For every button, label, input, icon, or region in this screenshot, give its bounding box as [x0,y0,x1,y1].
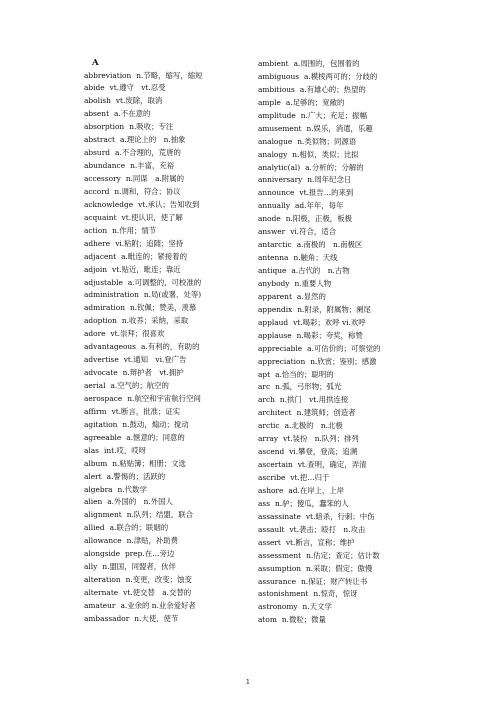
vocab-word: alongside [84,549,120,559]
vocab-definition: a.空气的；航空的 [110,381,169,390]
vocab-definition: n.喝彩；夸奖，称赞 [296,330,363,340]
vocab-definition: vt.断言，宣称；维护 [285,537,355,547]
vocab-entry [258,511,428,524]
vocab-definition: vt.通知 vi.登广告 [123,355,187,365]
vocab-definition: n.阳极，正极，板极 [285,214,352,224]
vocab-entry [258,239,428,252]
vocab-definition: n.丰富，充裕 [130,161,175,171]
vocab-definition: a.周围的，包围着的 [293,59,360,68]
vocab-word: acknowledge [84,199,134,209]
vocab-entry [258,97,428,110]
vocab-word: ambassador [84,613,130,623]
vocab-word: antenna [258,253,289,263]
vocab-word: adjustable [84,277,123,287]
vocab-definition: a.理论上的 n.抽象 [119,135,186,145]
vocab-definition: n.航空和宇宙航行空间 [127,393,201,403]
vocab-entry [258,174,428,187]
page-number: 1 [245,678,251,686]
vocab-definition: n.节略，缩写，缩短 [136,70,203,80]
vocab-definition: n.估定；查定；估计数 [306,550,380,560]
vocab-entry [84,186,254,199]
vocab-entry [258,58,428,71]
vocab-entry [258,200,428,213]
vocab-entry [258,343,428,356]
vocab-word: anode [258,214,281,224]
vocab-word: adore [84,329,106,339]
vocab-entry [84,134,254,147]
vocab-entry [84,587,254,600]
vocab-word: ally [84,562,98,572]
vocab-definition: vt.废除，取消 [115,96,163,106]
vocab-entry [84,496,254,509]
vocab-definition: n.天文学 [302,602,332,612]
vocab-word: advantageous [84,342,136,352]
vocab-definition: n.驴；傻瓜，蠢笨的人 [275,498,349,508]
vocab-entry [84,121,254,134]
vocab-entry [84,328,254,341]
vocab-definition: n.重要人物 [294,278,332,288]
vocab-definition: n.辩护者 vt.拥护 [122,368,184,378]
vocab-word: applause [258,330,292,340]
vocab-entry [258,187,428,200]
vocab-definition: a.不在意的 [114,109,151,119]
vocab-word: alignment [84,510,122,520]
vocab-definition: a.不合理的，荒唐的 [114,148,181,158]
vocab-entry [84,535,254,548]
vocab-word: applaud [258,317,289,327]
vocab-entry [258,123,428,136]
vocab-word: ass [258,498,270,508]
vocab-entry [84,393,254,406]
vocab-definition: vt.断言，批准；证实 [111,406,181,416]
vocab-definition: a.有雄心的；热望的 [299,84,366,94]
vocab-definition: n.鼓动，煽动；搅动 [122,419,189,429]
left-entry-list [84,70,254,626]
vocab-entry [84,289,254,302]
vocab-entry [84,315,254,328]
vocab-word: antarctic [258,240,292,250]
vocab-definition: vt.使交替 a.交替的 [123,588,192,597]
vocab-definition: a.恰当的；聪明的 [275,369,334,379]
vocab-word: adoption [84,316,117,326]
vocab-word: ashore [258,485,284,495]
vocab-entry [84,561,254,574]
vocab-definition: a.南极的 n.南极区 [296,240,363,250]
vocab-word: amplitude [258,110,296,120]
vocab-entry [84,95,254,108]
vocab-word: absurd [84,148,110,158]
vocab-word: ambiguous [258,71,300,81]
vocab-word: antique [258,266,287,275]
vocab-word: alteration [84,575,121,585]
vocab-definition: a.北极的 n.北极 [284,421,343,431]
vocab-word: aerial [84,381,106,390]
vocab-entry [84,367,254,380]
vocab-word: abide [84,83,105,93]
vocab-word: agitation [84,419,118,429]
vocab-definition: ad.年年，每年 [295,201,344,211]
vocab-word: alternate [84,588,119,597]
vocab-definition: n.作用；情节 [112,225,157,235]
vocab-entry [84,147,254,160]
vocab-word: assessment [258,550,302,560]
vocab-definition: a.有利的，有助的 [140,342,200,352]
vocab-definition: n.大使，使节 [134,613,179,623]
left-column [84,58,254,626]
vocab-definition: n.采取；假定；傲慢 [306,563,373,573]
vocab-entry [258,110,428,123]
vocab-word: analogy [258,149,288,159]
vocab-definition: n.附录，附属物；阑尾 [297,304,371,314]
vocab-definition: vt.报告…的来到 [299,188,354,198]
vocab-definition: prep.在…旁边 [124,549,175,559]
vocab-word: assert [258,537,281,547]
vocab-word: affirm [84,406,107,416]
vocab-word: adjacent [84,251,117,261]
vocab-word: atom [258,615,277,625]
vocab-word: absent [84,109,110,119]
vocab-entry [84,484,254,497]
vocab-entry [84,302,254,315]
vocab-entry [258,356,428,369]
vocab-word: ascribe [258,473,286,482]
vocab-entry [84,199,254,212]
vocab-entry [258,394,428,407]
vocab-entry [84,225,254,238]
vocab-definition: a.古代的 n.古物 [291,266,350,275]
vocab-entry [258,550,428,563]
vocab-definition: a.警惕的；活跃的 [106,471,166,481]
vocab-entry [84,600,254,613]
vocab-entry [84,82,254,95]
vocab-definition: n.津贴，补助费 [126,536,179,546]
vocab-word: alas [84,445,99,455]
vocab-entry [84,212,254,225]
vocab-entry [84,251,254,264]
vocab-entry [258,149,428,162]
vocab-word: announce [258,188,295,198]
vocab-entry [84,406,254,419]
vocab-definition: vt.把…归于 [290,473,330,482]
vocab-word: amateur [84,600,116,610]
vocab-definition: a.可估价的；可察觉的 [307,343,381,353]
vocab-entry [84,70,254,83]
vocab-word: ascertain [258,460,293,470]
vocab-definition: n.触角；天线 [293,253,338,263]
vocab-word: action [84,225,108,235]
vocab-definition: vi.粘附；追随；坚持 [115,238,184,248]
vocab-word: assumption [258,563,302,573]
vocab-definition: n.弧，弓形物；弧光 [275,382,342,392]
vocab-word: analogue [258,136,293,146]
vocab-word: aerospace [84,393,123,403]
vocab-definition: n.收养；采纳，采取 [121,316,189,326]
vocab-word: annually [258,201,290,211]
vocab-word: arc [258,382,271,392]
vocab-word: arch [258,395,275,405]
vocab-entry [84,354,254,367]
vocab-word: ambitious [258,84,295,94]
vocab-definition: n.保证；财产转让书 [300,576,368,586]
vocab-entry [258,588,428,601]
vocab-definition: a.显然的 [296,291,326,301]
vocab-entry [258,459,428,472]
vocab-word: administration [84,290,139,300]
vocab-entry [258,472,428,485]
vocab-definition: n.周年纪念日 [307,175,352,185]
vocab-entry [84,277,254,290]
vocab-entry [258,213,428,226]
vocab-definition: a.毗连的；紧接着的 [121,251,187,261]
vocab-entry [84,264,254,277]
vocab-entry [258,304,428,317]
vocab-word: adjoin [84,264,108,274]
vocab-definition: vt.喝彩；欢呼 vi.欢呼 [293,317,366,327]
vocab-definition: n.惊奇，惊讶 [313,589,358,599]
vocab-entry [258,407,428,420]
vocab-entry [258,252,428,265]
vocab-definition: vt.承认；告知收到 [138,199,200,209]
vocab-entry [258,498,428,511]
vocab-word: assassinate [258,511,301,521]
vocab-word: array [258,434,279,444]
vocab-definition: n.粘贴簿；相册；文选 [112,458,186,468]
vocab-definition: vi.攀登，登高；追溯 [289,447,358,457]
vocab-word: admiration [84,303,125,313]
vocab-definition: vt.使认识，使了解 [121,212,183,222]
vocab-word: adhere [84,238,111,248]
vocab-definition: vt.遵守 vt.忍受 [109,83,166,93]
vocab-word: abundance [84,161,126,171]
vocab-word: appendix [258,304,293,314]
vocab-entry [258,317,428,330]
vocab-entry [258,84,428,97]
vocab-entry [258,446,428,459]
vocab-entry [258,576,428,589]
right-entry-list [258,58,428,627]
vocab-word: acquaint [84,212,117,222]
vocab-entry [84,341,254,354]
vocab-definition: n.变更，改变；蚀变 [125,575,192,585]
vocab-entry [84,471,254,484]
vocab-word: analytic(al) [258,162,301,172]
vocab-definition: n.钦佩；赞美，羡慕 [130,303,197,313]
vocab-entry [84,574,254,587]
vocab-word: allied [84,523,105,533]
vocab-definition: a.联合的；联姻的 [109,523,169,533]
vocab-entry [258,265,428,278]
vocab-entry [258,537,428,550]
vocab-definition: a.外国的 n.外国人 [107,497,173,507]
vocab-word: algebra [84,484,113,494]
vocab-definition: vt.崇拜；很喜欢 [110,329,165,339]
vocab-entry [84,445,254,458]
vocab-definition: a.业余的 n.业余爱好者 [120,600,196,610]
vocab-entry [258,278,428,291]
vocab-entry [258,381,428,394]
vocab-entry [258,162,428,175]
vocab-entry [84,108,254,121]
vocab-entry [258,614,428,627]
vocab-definition: n.局(或署、处等) [143,290,202,300]
vocab-word: ambient [258,59,289,68]
vocab-definition: vt.贴近，毗连；靠近 [112,264,181,274]
vocab-word: assault [258,524,285,534]
vocab-definition: a.惬意的；同意的 [126,432,185,442]
vocab-definition: n.广大；充足；振幅 [300,110,367,120]
vocab-word: advertise [84,355,119,365]
vocab-entry [84,548,254,561]
vocab-word: arctic [258,421,280,431]
vocab-entry [84,380,254,393]
vocab-word: ample [258,97,281,107]
vocab-entry [258,330,428,343]
vocab-entry [84,238,254,251]
vocab-definition: n.娱乐，消遣，乐趣 [306,123,373,133]
vocab-entry [84,613,254,626]
vocab-word: anniversary [258,175,303,185]
vocab-definition: n.相似，类似；比拟 [292,149,359,159]
vocab-definition: vt.查明，确定，弄清 [297,460,367,470]
vocab-word: amusement [258,123,302,133]
vocab-word: abstract [84,135,115,145]
vocab-entry [258,291,428,304]
vocab-entry [258,420,428,433]
vocab-entry [84,522,254,535]
vocab-word: abbreviation [84,70,132,80]
vocab-entry [258,71,428,84]
vocab-word: abolish [84,96,111,106]
vocab-word: ascend [258,447,285,457]
vocab-word: answer [258,227,286,237]
vocab-definition: n.建筑师；创造者 [296,408,356,418]
vocab-word: appreciable [258,343,303,353]
vocab-definition: n.调和，符合；协议 [114,186,181,196]
vocab-word: accessory [84,174,121,183]
vocab-word: advocate [84,368,118,378]
vocab-entry [258,136,428,149]
vocab-definition: vt.袭击；殴打 n.攻击 [289,524,366,534]
vocab-definition: n.微粒；微量 [281,615,326,625]
vocab-entry [258,226,428,239]
vocab-word: accord [84,186,110,196]
vocab-definition: a.模棱两可的；分歧的 [304,71,378,81]
vocab-definition: a.足够的；宽敞的 [285,97,345,107]
vocab-definition: vt.暗杀，行刺；中伤 [305,511,375,521]
vocab-definition: n.盟国，同盟者，伙伴 [102,562,176,572]
vocab-entry [84,432,254,445]
vocab-word: architect [258,408,292,418]
right-column [258,58,428,627]
vocab-entry [258,563,428,576]
vocab-word: astronomy [258,602,298,612]
vocab-definition: n.拱门 vt.用拱连接 [279,395,349,405]
vocab-word: astonishment [258,589,309,599]
vocab-word: album [84,458,108,468]
vocab-word: allowance [84,536,122,546]
vocab-word: apt [258,369,271,379]
vocab-entry [258,524,428,537]
vocab-definition: n.欣赏；鉴别；感激 [310,356,377,366]
vocab-word: alert [84,471,102,481]
vocab-definition: n.代数学 [117,484,147,494]
vocab-definition: a.分析的；分解的 [305,162,364,172]
vocab-entry [84,458,254,471]
vocab-word: apparent [258,291,292,301]
vocab-definition: ad.在岸上，上岸 [288,485,345,495]
vocab-word: appreciation [258,356,306,366]
vocab-entry [84,173,254,186]
vocab-word: absorption [84,122,125,132]
vocab-entry [258,433,428,446]
vocab-definition: n.队列；结盟，联合 [126,510,193,520]
vocab-definition: vi.符合，适合 [290,227,337,237]
vocab-definition: n.类似物；同源语 [297,136,357,146]
vocab-entry [84,160,254,173]
vocab-entry [258,485,428,498]
vocab-word: agreeable [84,432,122,442]
section-heading: A [92,58,99,68]
vocab-word: assurance [258,576,296,586]
vocab-entry [258,369,428,382]
vocab-word: alien [84,497,103,507]
vocab-definition: int.哎，哎呀 [103,445,146,455]
vocab-definition: n.同谋 a.附属的 [125,174,185,183]
vocab-definition: n.吸收；专注 [129,122,174,132]
vocab-entry [84,419,254,432]
vocab-definition: vt.装扮 n.队列；排列 [283,434,359,444]
vocab-word: anybody [258,278,290,288]
vocab-definition: a.可调整的，可校准的 [127,277,202,287]
vocab-entry [258,601,428,614]
vocab-entry [84,509,254,522]
